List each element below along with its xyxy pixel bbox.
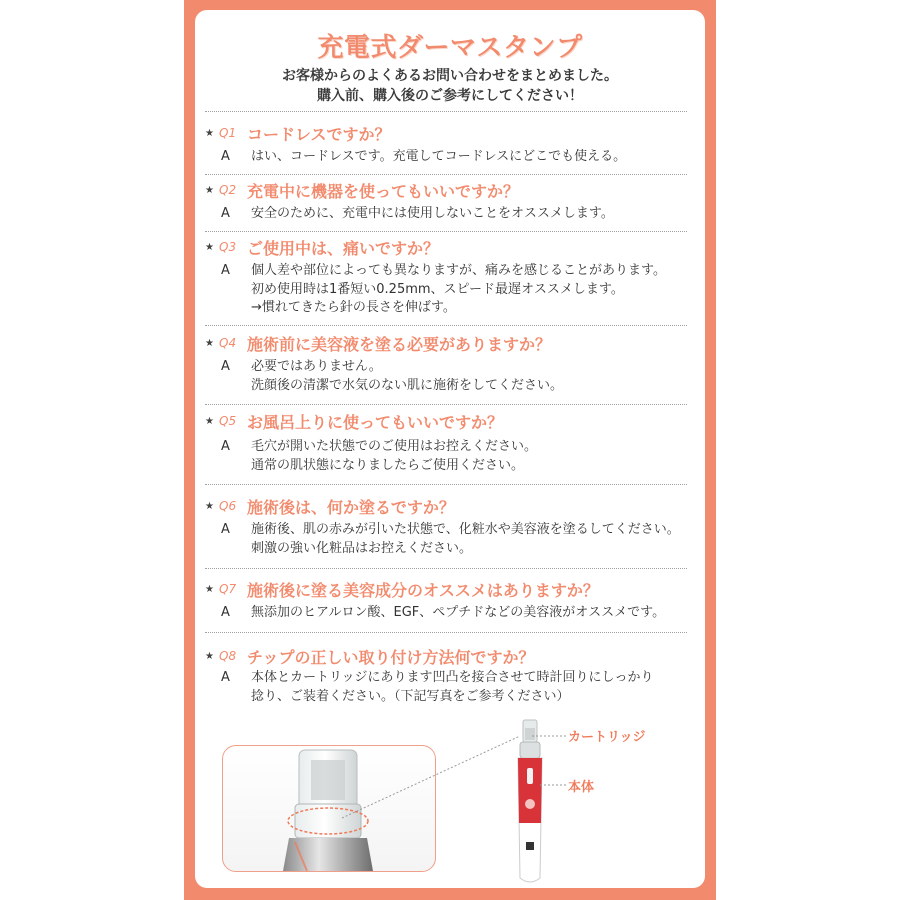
faq-answer-4 — [221, 358, 563, 395]
question-text: ご使用中は、痛いですか？ — [247, 238, 440, 258]
star-icon: ★ — [205, 650, 214, 662]
star-icon: ★ — [205, 500, 214, 512]
answer-label: A — [221, 263, 230, 278]
question-number: Q3 — [219, 240, 237, 254]
question-number: Q7 — [219, 582, 237, 596]
faq-question-3 — [205, 236, 439, 258]
divider — [205, 111, 687, 112]
answer-line: →慣れてきたら針の長さを伸ばす。 — [251, 300, 456, 315]
faq-answer-8 — [221, 669, 653, 706]
divider — [205, 632, 687, 633]
faq-question-2 — [205, 179, 519, 201]
faq-question-7 — [205, 578, 599, 600]
answer-label: A — [221, 359, 230, 374]
star-icon: ★ — [205, 337, 214, 349]
star-icon: ★ — [205, 415, 214, 427]
divider — [205, 484, 687, 485]
faq-answer-6 — [221, 521, 680, 558]
answer-line: 初め使用時は1番短い0.25mm、スピード最遅オススメします。 — [251, 281, 624, 297]
faq-question-1 — [205, 122, 391, 144]
faq-answer-7 — [221, 604, 665, 623]
question-text: お風呂上りに使ってもいいですか？ — [247, 412, 504, 432]
subtitle-line: 購入前、購入後のご参考にしてください！ — [317, 88, 583, 104]
star-icon: ★ — [205, 583, 214, 595]
answer-line: 安全のために、充電中には使用しないことをオススメします。 — [251, 206, 614, 221]
question-text: 施術後は、何か塗るですか？ — [247, 497, 455, 517]
question-number: Q1 — [219, 126, 237, 140]
question-number: Q6 — [219, 499, 237, 513]
answer-line: 捻り、ご装着ください。（下記写真をご参考ください） — [251, 688, 570, 704]
answer-label: A — [221, 439, 230, 454]
question-text: チップの正しい取り付け方法何ですか？ — [247, 647, 535, 667]
faq-question-4 — [205, 332, 551, 354]
divider — [205, 325, 687, 326]
answer-line: 本体とカートリッジにあります凹凸を接合させて時計回りにしっかり — [251, 670, 654, 685]
question-text: 施術前に美容液を塗る必要がありますか？ — [247, 334, 552, 354]
faq-answer-3 — [221, 262, 666, 318]
body-label: 本体 — [568, 780, 595, 795]
question-number: Q2 — [219, 183, 237, 197]
answer-line: 洗顔後の清潔で水気のない肌に施術をしてください。 — [251, 377, 564, 393]
answer-label: A — [221, 206, 230, 221]
divider — [205, 231, 687, 232]
label-leader-lines — [532, 733, 568, 793]
question-number: Q5 — [219, 414, 237, 428]
faq-answer-5 — [221, 438, 537, 475]
star-icon: ★ — [205, 241, 214, 253]
cartridge-label: カートリッジ — [568, 730, 646, 745]
answer-line: 施術後、肌の赤みが引いた状態で、化粧水や美容液を塗るしてください。 — [251, 522, 680, 537]
question-number: Q8 — [219, 649, 237, 663]
divider — [205, 568, 687, 569]
page-subtitle — [195, 66, 705, 106]
answer-line: 刺激の強い化粧品はお控えください。 — [251, 540, 473, 556]
subtitle-line: お客様からのよくあるお問い合わせをまとめました。 — [282, 68, 618, 84]
faq-question-6 — [205, 495, 455, 517]
answer-line: 個人差や部位によっても異なりますが、痛みを感じることがあります。 — [251, 263, 666, 278]
answer-line: はい、コードレスです。充電してコードレスにどこでも使える。 — [251, 149, 627, 164]
answer-label: A — [221, 605, 230, 620]
answer-line: 必要ではありません。 — [251, 359, 382, 374]
answer-label: A — [221, 522, 230, 537]
star-icon: ★ — [205, 184, 214, 196]
faq-answer-1 — [221, 148, 626, 167]
answer-label: A — [221, 670, 230, 685]
answer-line: 通常の肌状態になりましたらご使用ください。 — [251, 457, 525, 473]
divider — [205, 404, 687, 405]
faq-question-5 — [205, 410, 503, 432]
faq-answer-2 — [221, 205, 614, 224]
answer-label: A — [221, 149, 230, 164]
answer-line: 毛穴が開いた状態でのご使用はお控えください。 — [251, 439, 538, 454]
question-text: コードレスですか？ — [247, 124, 391, 144]
question-text: 充電中に機器を使ってもいいですか？ — [247, 181, 520, 201]
question-text: 施術後に塗る美容成分のオススメはありますか？ — [247, 580, 599, 600]
faq-question-8 — [205, 645, 535, 667]
page-title: 充電式ダーマスタンプ — [317, 33, 583, 63]
divider — [205, 174, 687, 175]
question-number: Q4 — [219, 336, 237, 350]
answer-line: 無添加のヒアルロン酸、EGF、ペプチドなどの美容液がオススメです。 — [251, 605, 666, 620]
star-icon: ★ — [205, 127, 214, 139]
